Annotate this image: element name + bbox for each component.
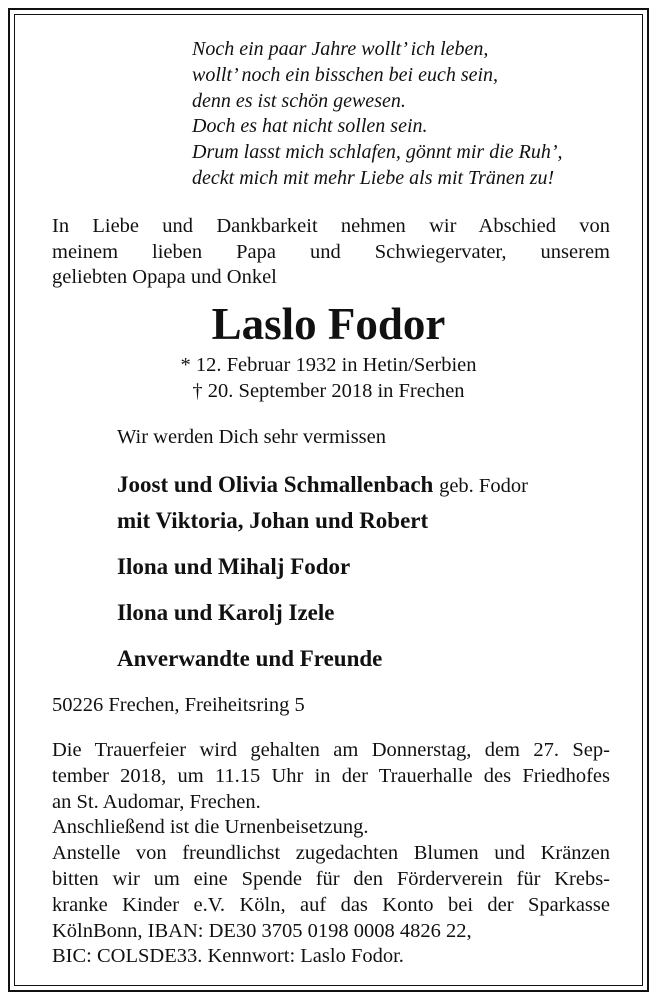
poem-line: Noch ein paar Jahre wollt’ ich leben, bbox=[192, 38, 489, 60]
address: 50226 Frechen, Freiheitsring 5 bbox=[52, 694, 305, 716]
details-line: Die Trauerfeier wird gehalten am Donnerstag, dem 27. Sep- bbox=[52, 739, 610, 761]
poem-line: Doch es hat nicht sollen sein. bbox=[192, 115, 428, 138]
details-line: tember 2018, um 11.15 Uhr in der Trauerhalle des Friedhofes bbox=[52, 764, 610, 787]
poem-line: wollt’ noch ein bisschen bei euch sein, bbox=[192, 63, 499, 86]
details-line: KölnBonn, IBAN: DE30 3705 0198 0008 4826 22, bbox=[52, 919, 472, 942]
details-line: Anschließend ist die Urnenbeisetzung. bbox=[52, 816, 369, 839]
poem-line: denn es ist schön gewesen. bbox=[192, 89, 406, 112]
poem-line: deckt mich mit mehr Liebe als mit Tränen zu! bbox=[192, 166, 555, 189]
details-line: Anstelle von freundlichst zugedachten Blumen und Kränzen bbox=[52, 842, 610, 865]
mourner-line: Anverwandte und Freunde bbox=[117, 646, 383, 671]
birth-date: * 12. Februar 1932 in Hetin/Serbien bbox=[180, 354, 477, 376]
mourner-names: Joost und Olivia Schmallenbach bbox=[117, 472, 434, 497]
miss-line: Wir werden Dich sehr vermissen bbox=[117, 426, 387, 448]
life-dates bbox=[0, 352, 657, 404]
poem-line: Drum lasst mich schlafen, gönnt mir die Ruh’, bbox=[192, 141, 563, 164]
deceased-name: Laslo Fodor bbox=[211, 299, 446, 349]
details-line: kranke Kinder e.V. Köln, auf das Konto bei der Sparkasse bbox=[52, 893, 610, 916]
mourner-line: Ilona und Mihalj Fodor bbox=[117, 554, 351, 579]
intro-line: geliebten Opapa und Onkel bbox=[52, 266, 277, 288]
intro-line: meinem lieben Papa und Schwiegervater, unserem bbox=[52, 240, 610, 263]
mourner-line: Ilona und Karolj Izele bbox=[117, 600, 335, 625]
maiden-name-note: geb. Fodor bbox=[439, 475, 528, 497]
details-line: bitten wir um eine Spende für den Förderverein für Krebs- bbox=[52, 867, 610, 890]
details-line: BIC: COLSDE33. Kennwort: Laslo Fodor. bbox=[52, 945, 404, 968]
poem bbox=[192, 37, 622, 192]
details-line: an St. Audomar, Frechen. bbox=[52, 790, 261, 813]
intro-text bbox=[52, 214, 610, 291]
death-date: † 20. September 2018 in Frechen bbox=[192, 380, 465, 402]
mourner-line bbox=[117, 472, 528, 498]
intro-line: In Liebe und Dankbarkeit nehmen wir Abschied von bbox=[52, 215, 610, 237]
mourner-line: mit Viktoria, Johan und Robert bbox=[117, 508, 429, 533]
funeral-details bbox=[52, 738, 610, 970]
